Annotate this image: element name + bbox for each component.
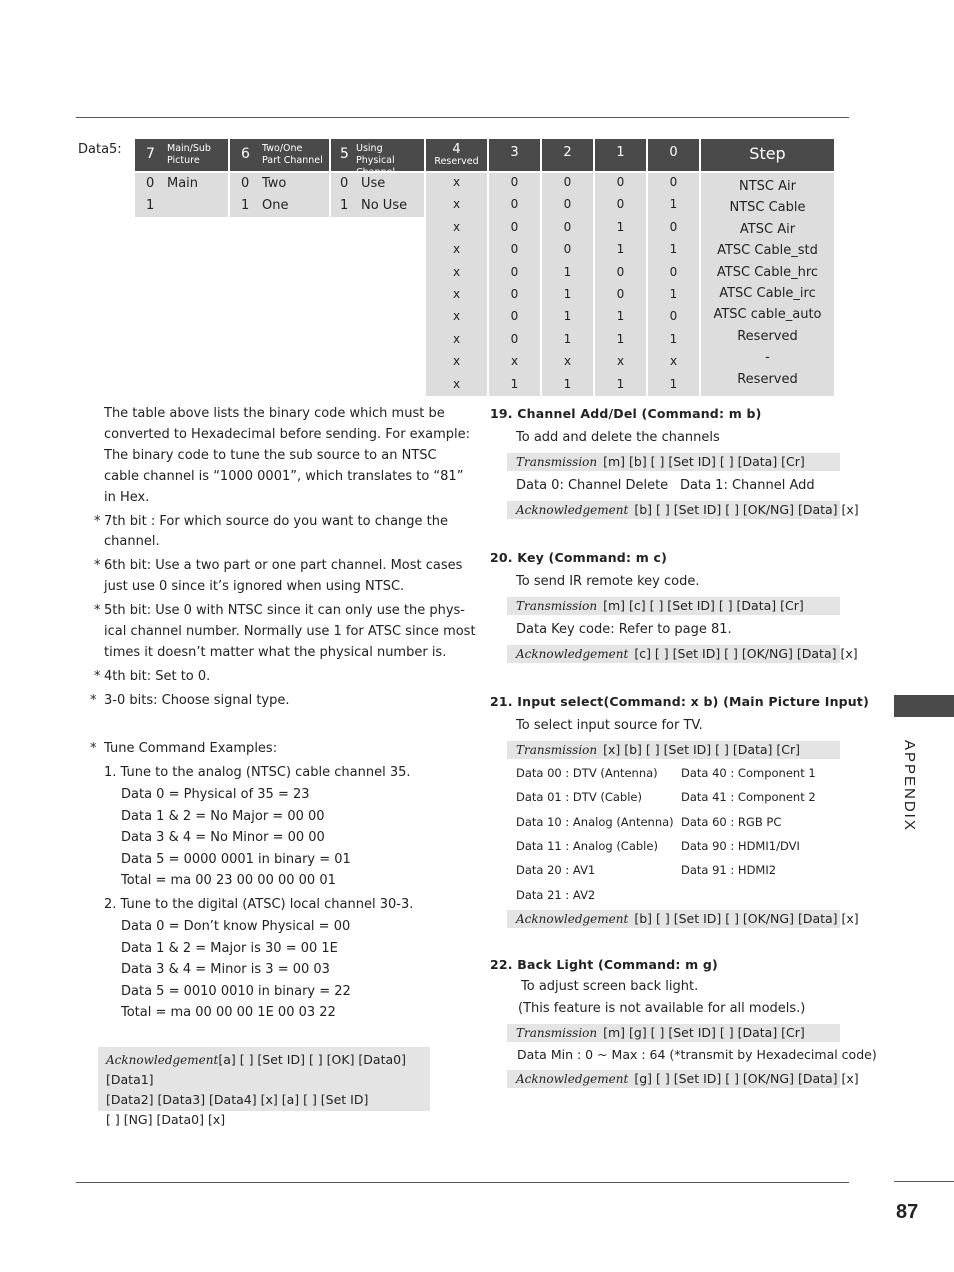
example1-line: Data 1 & 2 = No Major = 00 00 (121, 808, 325, 824)
example2-line: Data 0 = Don’t know Physical = 00 (121, 919, 351, 934)
header-step (701, 139, 834, 171)
step-column (701, 173, 834, 396)
input-code: Data 40 : Component 1 (681, 766, 816, 780)
section-20-transmission (507, 597, 840, 615)
ack-label: Acknowledgement (516, 1072, 629, 1086)
section-22-transmission (507, 1024, 840, 1042)
section-20-title: 20. Key (Command: m c) (490, 550, 667, 565)
intro-line: The binary code to tune the sub source to an NTSC (104, 448, 437, 463)
bit5-val0: 0 (340, 176, 349, 191)
header-bit4-sub: Reserved (434, 156, 479, 167)
bit0-value: 1 (669, 242, 678, 257)
bit5-val1: 1 (340, 198, 349, 213)
section-21-ack: [b] [ ] [Set ID] [ ] [OK/NG] [Data] [x] (634, 911, 859, 926)
bullet-line: times it doesn’t matter what the physical number is. (104, 645, 447, 660)
bit4-value: x (452, 287, 461, 301)
bit2-value: 0 (563, 219, 572, 234)
bit3-value: 0 (510, 197, 519, 212)
bit5-label0: Use (361, 176, 386, 191)
section-21-desc: To select input source for TV. (516, 718, 703, 733)
step-label: ATSC Air (739, 221, 796, 237)
transmission-label: Transmission (516, 455, 598, 469)
header-bit1 (595, 139, 646, 171)
ack-line-3: [ ] [NG] [Data0] [x] (106, 1112, 226, 1127)
input-code: Data 00 : DTV (Antenna) (516, 766, 658, 780)
example2-line: Total = ma 00 00 00 1E 00 03 22 (121, 1005, 336, 1021)
bit3-value: 0 (510, 264, 519, 279)
step-label: Reserved (737, 371, 798, 387)
bullet-star: * (94, 514, 101, 529)
bit3-value: 1 (510, 376, 519, 391)
bit2-value: 1 (563, 287, 572, 301)
bit5-label1: No Use (361, 198, 408, 213)
example1-line: Data 5 = 0000 0001 in binary = 01 (121, 851, 351, 867)
bit0-value: 0 (669, 175, 678, 189)
appendix-label: APPENDIX (901, 740, 918, 832)
input-code: Data 01 : DTV (Cable) (516, 790, 642, 805)
bit1-value: 0 (616, 264, 625, 279)
input-code: Data 60 : RGB PC (681, 814, 782, 829)
section-21-tx: [x] [b] [ ] [Set ID] [ ] [Data] [Cr] (603, 742, 801, 757)
bit1-value: 0 (616, 197, 625, 212)
header-bit2-num: 2 (563, 145, 572, 160)
bullet-star: * (94, 669, 101, 684)
bit1-value: 1 (616, 331, 625, 346)
bit3-value: 0 (510, 309, 519, 324)
bit0-value: 0 (669, 219, 678, 234)
bit2-value: 1 (563, 331, 572, 346)
step-label: ATSC Cable_irc (719, 286, 816, 301)
bit4-value: x (452, 331, 461, 346)
bit0-value: x (669, 354, 678, 369)
bit4-value: x (452, 376, 461, 391)
bit4-value: x (452, 264, 461, 279)
bit3-value: x (510, 354, 519, 369)
bit0-value: 1 (669, 376, 678, 391)
section-22-title: 22. Back Light (Command: m g) (490, 957, 718, 972)
bullet-line: 5th bit: Use 0 with NTSC since it can only use the phys- (104, 603, 465, 618)
tune-acknowledgement-box (98, 1047, 430, 1127)
bit6-label1: One (262, 198, 289, 213)
intro-line: converted to Hexadecimal before sending. For example: (104, 427, 471, 442)
input-code: Data 10 : Analog (Antenna) (516, 814, 674, 829)
header-step-label: Step (749, 144, 786, 163)
examples-title: Tune Command Examples: (104, 741, 278, 756)
input-code: Data 90 : HDMI1/DVI (681, 838, 800, 853)
bit2-column (542, 173, 593, 396)
section-19-transmission (507, 453, 840, 471)
bullet-line: ical channel number. Normally use 1 for ATSC since most (104, 624, 476, 639)
bit3-column (489, 173, 540, 396)
bit4-value: x (452, 219, 461, 234)
bit3-value: 0 (510, 219, 519, 234)
bit2-value: 1 (563, 264, 572, 279)
example2-title: 2. Tune to the digital (ATSC) local channel 30-3. (104, 897, 414, 912)
input-code: Data 20 : AV1 (516, 863, 596, 878)
step-label: Reserved (737, 328, 798, 344)
page-number-rule (894, 1181, 954, 1182)
page-number: 87 (896, 1201, 919, 1223)
example2-line: Data 1 & 2 = Major is 30 = 00 1E (121, 940, 338, 956)
example1-line: Data 0 = Physical of 35 = 23 (121, 787, 310, 802)
bit1-value: 0 (616, 287, 625, 301)
step-label: NTSC Air (739, 179, 796, 194)
bit7-label0: Main (167, 176, 199, 191)
bit0-value: 0 (669, 264, 678, 279)
bit4-value: x (452, 309, 461, 324)
header-bit5 (331, 139, 424, 171)
bit3-value: 0 (510, 287, 519, 301)
header-bit6-sub2: Part Channel (262, 155, 323, 166)
ack-label: Acknowledgement (516, 503, 629, 517)
section-22-data: Data Min : 0 ~ Max : 64 (*transmit by Hexadecimal code) (517, 1047, 877, 1062)
section-19-acknowledgement (507, 501, 859, 519)
bit1-value: 0 (616, 175, 625, 189)
section-19-ack: [b] [ ] [Set ID] [ ] [OK/NG] [Data] [x] (634, 502, 859, 517)
section-20-tx: [m] [c] [ ] [Set ID] [ ] [Data] [Cr] (603, 598, 804, 613)
header-bit7-num: 7 (146, 146, 155, 162)
transmission-label: Transmission (516, 1026, 598, 1040)
section-19-title: 19. Channel Add/Del (Command: m b) (490, 406, 762, 421)
example1-line: Data 3 & 4 = No Minor = 00 00 (121, 830, 325, 846)
bit2-value: 0 (563, 242, 572, 257)
header-bit4-num: 4 (452, 142, 461, 157)
bit2-value: 1 (563, 376, 572, 391)
bit4-column (426, 173, 487, 396)
step-label: ATSC Cable_std (717, 243, 818, 259)
section-19-data-a: Data 0: Channel Delete (516, 478, 669, 493)
example1-line: Total = ma 00 23 00 00 00 00 01 (121, 873, 336, 889)
bullet-star: * (94, 558, 101, 573)
header-bit7-sub1: Main/Sub (167, 143, 211, 154)
bit1-value: 1 (616, 242, 625, 257)
bit7-val0: 0 (146, 176, 155, 191)
bit7-cell (135, 173, 228, 217)
example2-line: Data 3 & 4 = Minor is 3 = 00 03 (121, 962, 330, 978)
data5-label: Data5: (78, 142, 122, 157)
section-21-title: 21. Input select(Command: x b) (Main Picture Input) (490, 694, 869, 709)
section-21-acknowledgement (507, 910, 859, 928)
intro-line: cable channel is “1000 0001”, which translates to “81” (104, 469, 464, 484)
bit3-value: 0 (510, 242, 519, 257)
ack-label: Acknowledgement (516, 912, 629, 926)
intro-line: The table above lists the binary code which must be (104, 406, 445, 421)
bit1-value: x (616, 354, 625, 369)
section-19-desc: To add and delete the channels (516, 430, 720, 445)
header-bit6 (230, 139, 329, 171)
bit0-value: 1 (669, 287, 678, 301)
example1-title: 1. Tune to the analog (NTSC) cable channel 35. (104, 765, 411, 780)
header-bit0-num: 0 (669, 145, 678, 160)
input-code: Data 21 : AV2 (516, 887, 596, 902)
bottom-rule (76, 1182, 849, 1183)
section-19-data-b: Data 1: Channel Add (680, 478, 815, 493)
section-20-data: Data Key code: Refer to page 81. (516, 622, 732, 637)
ack-line-2: [Data2] [Data3] [Data4] [x] [a] [ ] [Set ID] (106, 1092, 369, 1107)
section-22-ack: [g] [ ] [Set ID] [ ] [OK/NG] [Data] [x] (634, 1071, 859, 1086)
bullet-line: 7th bit : For which source do you want to change the (104, 514, 449, 529)
input-code: Data 91 : HDMI2 (681, 863, 777, 878)
appendix-tab (894, 695, 954, 717)
bit6-label0: Two (262, 176, 287, 191)
bit1-value: 1 (616, 219, 625, 234)
bullet-line: just use 0 since it’s ignored when using NTSC. (104, 579, 405, 594)
bullet-line: channel. (104, 534, 160, 549)
bit2-value: 0 (563, 175, 572, 189)
bullet-line: 4th bit: Set to 0. (104, 669, 211, 684)
bullet-star: * (90, 693, 97, 708)
ack-label: Acknowledgement (516, 647, 629, 661)
section-20-acknowledgement (507, 645, 858, 663)
example2-line: Data 5 = 0010 0010 in binary = 22 (121, 983, 351, 999)
bit0-column (648, 173, 699, 396)
bit2-value: 0 (563, 197, 572, 212)
step-label: ATSC Cable_hrc (716, 264, 819, 280)
top-rule (76, 117, 849, 118)
ack-label: Acknowledgement (106, 1053, 219, 1067)
intro-line: in Hex. (104, 490, 150, 505)
bit4-value: x (452, 242, 461, 257)
header-bit0 (648, 139, 699, 171)
bit3-value: 0 (510, 175, 519, 189)
ack-line-1: [a] [ ] [Set ID] [ ] [OK] [Data0] [Data1] (106, 1052, 406, 1087)
bit1-value: 1 (616, 376, 625, 391)
bit2-value: x (563, 354, 572, 369)
input-code: Data 11 : Analog (Cable) (516, 838, 658, 853)
section-20-desc: To send IR remote key code. (516, 574, 700, 589)
bullet-line: 6th bit: Use a two part or one part channel. Most cases (104, 558, 463, 573)
bit4-value: x (452, 175, 461, 189)
transmission-label: Transmission (516, 599, 598, 613)
bit4-value: x (452, 354, 461, 369)
bit2-value: 1 (563, 309, 572, 324)
section-19-tx: [m] [b] [ ] [Set ID] [ ] [Data] [Cr] (603, 454, 805, 469)
bit0-value: 0 (669, 309, 678, 324)
bit0-value: 1 (669, 197, 678, 212)
step-label: NTSC Cable (729, 200, 806, 216)
section-22-note: (This feature is not available for all models.) (518, 1001, 806, 1016)
header-bit7-sub2: Picture (167, 155, 200, 166)
step-label: ATSC cable_auto (713, 307, 822, 323)
section-21-transmission (507, 741, 840, 759)
header-bit3-num: 3 (510, 145, 519, 160)
bit3-value: 0 (510, 331, 519, 346)
header-bit5-sub1: Using Physical (356, 143, 395, 166)
section-22-acknowledgement (507, 1070, 859, 1088)
header-bit2 (542, 139, 593, 171)
bit6-cell (230, 173, 329, 217)
bit1-column (595, 173, 646, 396)
header-bit5-num: 5 (340, 146, 349, 162)
section-22-desc: To adjust screen back light. (521, 979, 699, 994)
bullet-line: 3-0 bits: Choose signal type. (104, 693, 290, 708)
header-bit1-num: 1 (616, 145, 625, 160)
input-code: Data 41 : Component 2 (681, 790, 816, 805)
step-label: - (765, 350, 770, 366)
section-22-tx: [m] [g] [ ] [Set ID] [ ] [Data] [Cr] (603, 1025, 805, 1040)
bit1-value: 1 (616, 309, 625, 324)
header-bit4 (426, 139, 487, 171)
bit0-value: 1 (669, 331, 678, 346)
bullet-star: * (94, 603, 101, 618)
bit6-val1: 1 (241, 198, 250, 213)
bit6-val0: 0 (241, 176, 250, 191)
header-bit7 (135, 139, 228, 171)
header-bit6-num: 6 (241, 146, 250, 162)
header-bit3 (489, 139, 540, 171)
header-bit6-sub1: Two/One (262, 143, 303, 154)
section-20-ack: [c] [ ] [Set ID] [ ] [OK/NG] [Data] [x] (634, 646, 858, 661)
bit5-cell (331, 173, 424, 217)
bit7-val1: 1 (146, 198, 155, 213)
transmission-label: Transmission (516, 743, 598, 757)
bit4-value: x (452, 197, 461, 212)
